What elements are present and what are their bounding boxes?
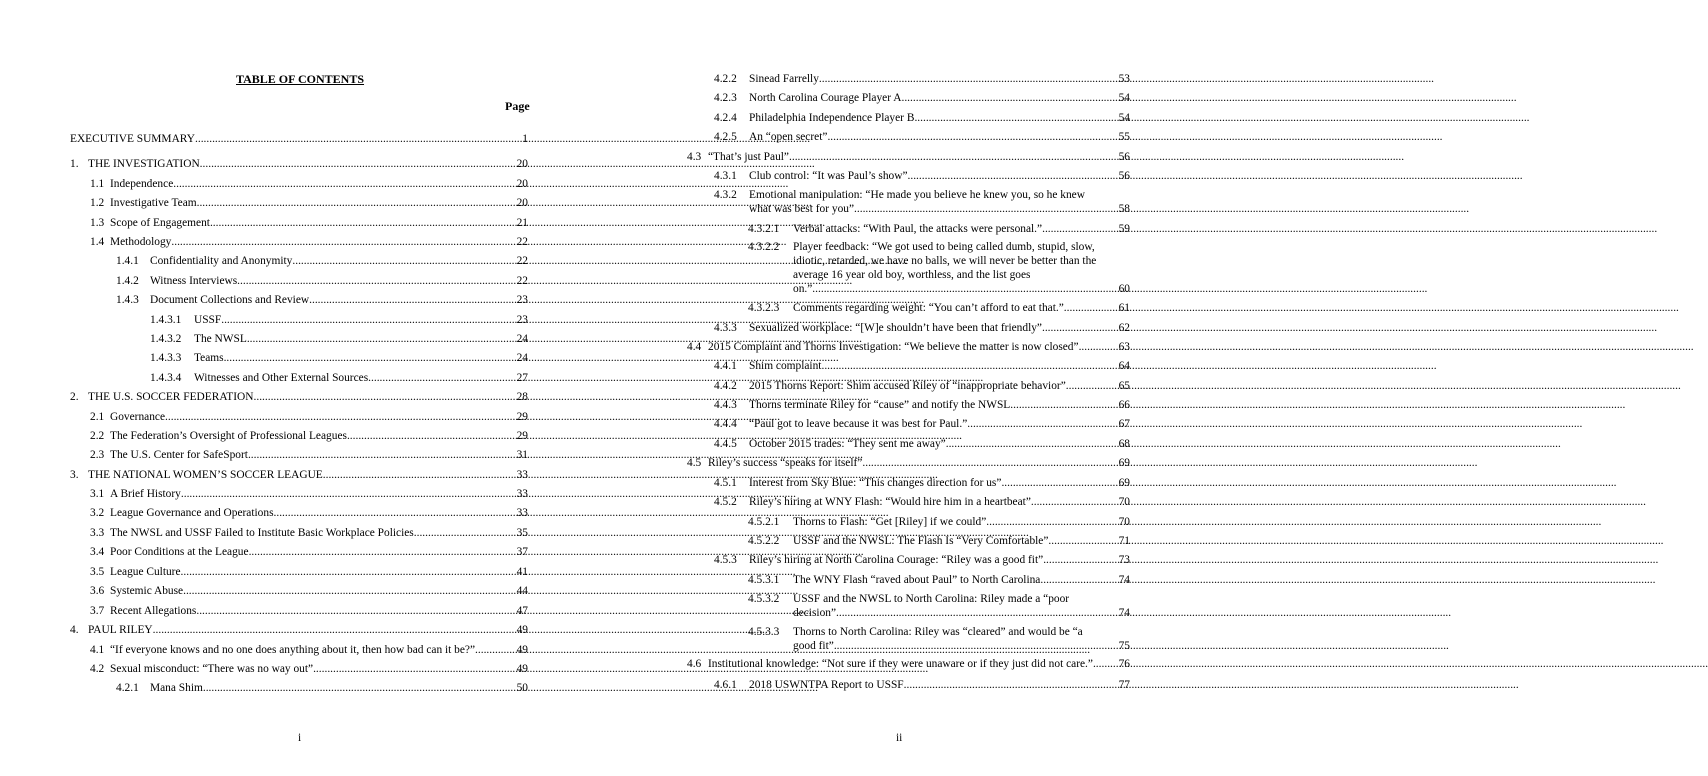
toc-entry xyxy=(748,222,1130,236)
toc-entry xyxy=(90,196,528,210)
dot-leader xyxy=(248,448,517,462)
dot-leader xyxy=(347,429,517,443)
toc-entry-number: 1.4.2 xyxy=(116,275,139,287)
toc-entry-title: THE NATIONAL WOMEN’S SOCCER LEAGUE xyxy=(88,469,323,481)
toc-entry-number: 1.4.3.2 xyxy=(150,333,182,345)
toc-entry-number: 4.5.3.2 xyxy=(748,593,780,605)
toc-entry xyxy=(714,72,1130,86)
dot-leader xyxy=(210,216,517,230)
toc-entry-page: 54 xyxy=(1118,112,1130,124)
toc-entry xyxy=(714,188,1130,216)
dot-leader xyxy=(181,487,517,501)
toc-entry-number: 4.4.2 xyxy=(714,380,737,392)
toc-entry-number: 3.6 xyxy=(90,585,105,597)
toc-entry-number: 3.4 xyxy=(90,546,105,558)
toc-entry xyxy=(90,565,528,579)
toc-entry-title: An “open secret” xyxy=(749,131,828,143)
toc-entry-number: 4.2.5 xyxy=(714,131,737,143)
toc-entry-page: 55 xyxy=(1118,131,1130,143)
dot-leader xyxy=(183,584,517,598)
dot-leader xyxy=(1093,657,1119,671)
toc-entry-page: 24 xyxy=(516,333,528,345)
toc-entry xyxy=(714,359,1130,373)
toc-entry xyxy=(748,515,1130,529)
toc-entry-number: 2.2 xyxy=(90,430,105,442)
toc-entry-page: 28 xyxy=(516,391,528,403)
toc-entry-number: 1.2 xyxy=(90,197,105,209)
toc-entry-page: 27 xyxy=(516,372,528,384)
toc-entry xyxy=(70,623,528,637)
toc-entry xyxy=(714,398,1130,412)
toc-entry-page: 35 xyxy=(516,527,528,539)
toc-entry-number: 1.1 xyxy=(90,178,105,190)
toc-entry-page: 62 xyxy=(1118,322,1130,334)
toc-entry xyxy=(714,321,1130,335)
toc-entry-number: 4.5.2 xyxy=(714,496,737,508)
dot-leader xyxy=(153,623,517,637)
dot-leader xyxy=(986,515,1118,529)
dot-leader xyxy=(1010,398,1118,412)
page-number-footer: ii xyxy=(896,732,903,744)
toc-entry-page: 33 xyxy=(516,488,528,500)
dot-leader xyxy=(196,604,516,618)
toc-entry-page: 24 xyxy=(516,352,528,364)
toc-entry-page: 22 xyxy=(516,236,528,248)
toc-entry-page: 49 xyxy=(516,644,528,656)
dot-leader xyxy=(274,506,517,520)
dot-leader xyxy=(368,371,516,385)
dot-leader xyxy=(836,606,1119,620)
dot-leader xyxy=(247,332,517,346)
toc-entry-title: Witnesses and Other External Sources xyxy=(194,372,369,384)
dot-leader xyxy=(181,565,517,579)
toc-entry-title: Governance xyxy=(110,411,166,423)
toc-title: TABLE OF CONTENTS xyxy=(236,72,365,86)
toc-entry-page: 69 xyxy=(1118,477,1130,489)
toc-entry-title: League Governance and Operations xyxy=(110,507,274,519)
dot-leader xyxy=(821,359,1118,373)
toc-entry xyxy=(70,132,528,146)
toc-entry-number: 1.3 xyxy=(90,217,105,229)
toc-entry-page: 23 xyxy=(516,294,528,306)
toc-entry-title: what was best for you” xyxy=(749,203,855,215)
toc-entry-title: Sexualized workplace: “[W]e shouldn’t have been that friendly” xyxy=(749,322,1042,334)
dot-leader xyxy=(171,235,516,249)
toc-entry-number: 4.6.1 xyxy=(714,679,737,691)
toc-entry-title: Teams xyxy=(194,352,224,364)
dot-leader xyxy=(165,410,517,424)
toc-entry-page: 56 xyxy=(1118,151,1130,163)
toc-entry-page: 73 xyxy=(1118,554,1130,566)
toc-entry-title: Verbal attacks: “With Paul, the attacks were personal.” xyxy=(793,223,1043,235)
toc-entry-number: 3.3 xyxy=(90,527,105,539)
toc-entry-title: October 2015 trades: “They sent me away” xyxy=(749,438,946,450)
dot-leader xyxy=(1042,321,1119,335)
toc-entry xyxy=(748,592,1130,620)
toc-entry-page: 47 xyxy=(516,605,528,617)
toc-entry xyxy=(687,150,1130,164)
dot-leader xyxy=(819,72,1119,86)
toc-entry xyxy=(90,177,528,191)
toc-entry xyxy=(714,379,1130,393)
toc-entry-page: 63 xyxy=(1118,341,1130,353)
dot-leader xyxy=(914,111,1118,125)
toc-entry xyxy=(687,657,1130,671)
dot-leader xyxy=(195,132,522,146)
dot-leader xyxy=(249,545,517,559)
dot-leader xyxy=(789,150,1119,164)
left-page xyxy=(0,0,600,776)
dot-leader xyxy=(834,639,1119,653)
toc-entry xyxy=(748,240,1130,296)
dot-leader xyxy=(854,202,1119,216)
toc-entry xyxy=(90,545,528,559)
toc-entry-page: 20 xyxy=(516,178,528,190)
toc-entry-number: 4.3 xyxy=(687,151,702,163)
dot-leader xyxy=(1043,553,1118,567)
dot-leader xyxy=(1048,534,1118,548)
toc-entry-title: Poor Conditions at the League xyxy=(110,546,249,558)
toc-entry-title: Document Collections and Review xyxy=(150,294,310,306)
toc-entry-title: Thorns terminate Riley for “cause” and notify the NWSL xyxy=(749,399,1011,411)
toc-entry xyxy=(150,313,528,327)
toc-entry-number: 4.5.1 xyxy=(714,477,737,489)
toc-entry xyxy=(748,573,1130,587)
toc-entry-title: “Paul got to leave because it was best for Paul.” xyxy=(749,418,968,430)
toc-entry-title: Systemic Abuse xyxy=(110,585,184,597)
toc-entry xyxy=(714,417,1130,431)
toc-entry-title: Scope of Engagement xyxy=(110,217,210,229)
toc-entry-page: 41 xyxy=(516,566,528,578)
toc-entry-page: 74 xyxy=(1118,607,1130,619)
toc-entry-title: Sinead Farrelly xyxy=(749,73,819,85)
toc-entry-title: THE U.S. SOCCER FEDERATION xyxy=(88,391,254,403)
toc-entry-page: 53 xyxy=(1118,73,1130,85)
toc-entry xyxy=(150,332,528,346)
toc-entry-number: 4.4.1 xyxy=(714,360,737,372)
toc-entry-number: 4.5 xyxy=(687,457,702,469)
toc-entry xyxy=(748,625,1130,653)
toc-entry-number: 3.7 xyxy=(90,605,105,617)
toc-entry-number: 4.4 xyxy=(687,341,702,353)
dot-leader xyxy=(292,254,516,268)
dot-leader xyxy=(475,643,517,657)
dot-leader xyxy=(946,437,1119,451)
toc-entry-title: Thorns to Flash: “Get [Riley] if we could” xyxy=(793,516,987,528)
toc-entry-number: 4.2.2 xyxy=(714,73,737,85)
toc-entry-page: 29 xyxy=(516,411,528,423)
toc-entry-title: Witness Interviews xyxy=(150,275,238,287)
dot-leader xyxy=(221,313,516,327)
toc-entry-number: 4.3.1 xyxy=(714,170,737,182)
toc-entry-title: on.” xyxy=(793,283,813,295)
toc-entry-title: North Carolina Courage Player A xyxy=(749,92,902,104)
dot-leader xyxy=(1079,340,1119,354)
toc-entry-title: Riley’s hiring at WNY Flash: “Would hire him in a heartbeat” xyxy=(749,496,1031,508)
toc-entry xyxy=(90,584,528,598)
toc-entry-number: 4.5.3.1 xyxy=(748,574,780,586)
dot-leader xyxy=(908,169,1119,183)
toc-entry-title: Independence xyxy=(110,178,174,190)
toc-entry xyxy=(116,274,528,288)
toc-entry-number: 4.5.3 xyxy=(714,554,737,566)
toc-entry-title: EXECUTIVE SUMMARY xyxy=(70,133,195,145)
toc-entry-number: 4.6 xyxy=(687,658,702,670)
toc-entry-page: 33 xyxy=(516,507,528,519)
right-page xyxy=(600,0,1200,776)
dot-leader xyxy=(237,274,516,288)
toc-entry-number: 1.4.3.3 xyxy=(150,352,182,364)
toc-entry-page: 20 xyxy=(516,197,528,209)
toc-entry-title: Sexual misconduct: “There was no way out” xyxy=(110,663,314,675)
toc-entry-number: 1.4.3 xyxy=(116,294,139,306)
toc-entry-page: 49 xyxy=(516,663,528,675)
toc-entry xyxy=(714,495,1130,509)
toc-entry-title: 2015 Thorns Report: Shim accused Riley of “inappropriate behavior” xyxy=(749,380,1066,392)
dot-leader xyxy=(224,351,517,365)
toc-entry-number: 4.3.2 xyxy=(714,189,737,201)
toc-entry xyxy=(687,340,1130,354)
toc-entry-page: 56 xyxy=(1118,170,1130,182)
toc-entry-title: The WNY Flash “raved about Paul” to North Carolina xyxy=(793,574,1041,586)
toc-entry-title: Comments regarding weight: “You can’t afford to eat that.” xyxy=(793,302,1064,314)
toc-entry-page: 58 xyxy=(1118,203,1130,215)
toc-entry xyxy=(714,130,1130,144)
toc-entry-page: 29 xyxy=(516,430,528,442)
toc-entry-page: 64 xyxy=(1118,360,1130,372)
toc-entry xyxy=(90,506,528,520)
dot-leader xyxy=(203,681,517,695)
toc-entry-page: 54 xyxy=(1118,92,1130,104)
toc-entry-number: 2.3 xyxy=(90,449,105,461)
toc-entry-page: 74 xyxy=(1118,574,1130,586)
dot-leader xyxy=(173,177,516,191)
toc-entry-title: The NWSL and USSF Failed to Institute Basic Workplace Policies xyxy=(110,527,414,539)
toc-entry-page: 65 xyxy=(1118,380,1130,392)
toc-entry-title: The U.S. Center for SafeSport xyxy=(110,449,248,461)
toc-entry-title: good fit” xyxy=(793,640,834,652)
dot-leader xyxy=(414,526,517,540)
toc-entry-number: 4.1 xyxy=(90,644,105,656)
toc-entry xyxy=(116,293,528,307)
toc-entry-title-wrapped: Emotional manipulation: “He made you believe he knew you, so he knew xyxy=(749,189,1085,201)
toc-entry-title-wrapped: Thorns to North Carolina: Riley was “cleared” and would be “a xyxy=(793,626,1083,638)
toc-entry-number: 4.5.3.3 xyxy=(748,626,780,638)
toc-entry-page: 33 xyxy=(516,469,528,481)
toc-entry-number: 4.4.5 xyxy=(714,438,737,450)
page-number-footer: i xyxy=(298,732,302,744)
toc-entry-number: 1.4.3.1 xyxy=(150,314,182,326)
toc-entry-number: 4.3.3 xyxy=(714,322,737,334)
toc-entry-page: 66 xyxy=(1118,399,1130,411)
toc-entry-number: 4.5.2.1 xyxy=(748,516,780,528)
toc-entry xyxy=(714,476,1130,490)
toc-entry xyxy=(90,429,528,443)
page-column-label: Page xyxy=(505,99,530,113)
dot-leader xyxy=(967,417,1118,431)
toc-entry-page: 67 xyxy=(1118,418,1130,430)
toc-entry-number: 4.3.2.3 xyxy=(748,302,780,314)
dot-leader xyxy=(812,282,1118,296)
toc-entry-title: Confidentiality and Anonymity xyxy=(150,255,293,267)
toc-entry xyxy=(714,111,1130,125)
toc-entry xyxy=(70,157,528,171)
toc-entry-title: “If everyone knows and no one does anything about it, then how bad can it be?” xyxy=(110,644,476,656)
toc-entry xyxy=(714,437,1130,451)
toc-entry-title: 2018 USWNTPA Report to USSF xyxy=(749,679,904,691)
toc-entry-number: 4.3.2.1 xyxy=(748,223,780,235)
toc-entry-number: 4.4.4 xyxy=(714,418,737,430)
toc-entry-number: 4.2.4 xyxy=(714,112,737,124)
toc-entry xyxy=(90,662,528,676)
toc-entry-number: 2.1 xyxy=(90,411,105,423)
dot-leader xyxy=(1031,495,1119,509)
toc-entry-page: 59 xyxy=(1118,223,1130,235)
toc-entry xyxy=(116,681,528,695)
toc-entry-page: 31 xyxy=(516,449,528,461)
toc-entry-page: 50 xyxy=(516,682,528,694)
toc-entry-page: 69 xyxy=(1118,457,1130,469)
dot-leader xyxy=(197,196,517,210)
toc-entry xyxy=(714,169,1130,183)
toc-entry-title: PAUL RILEY xyxy=(88,624,153,636)
dot-leader xyxy=(323,468,517,482)
toc-entry xyxy=(116,254,528,268)
toc-entry xyxy=(90,526,528,540)
toc-entry-number: 4.4.3 xyxy=(714,399,737,411)
toc-entry-page: 61 xyxy=(1118,302,1130,314)
toc-entry-page: 37 xyxy=(516,546,528,558)
dot-leader xyxy=(904,678,1119,692)
toc-entry-number: 3.1 xyxy=(90,488,105,500)
toc-entry-title: Investigative Team xyxy=(110,197,197,209)
toc-entry-title: Riley’s hiring at North Carolina Courage: “Riley was a good fit” xyxy=(749,554,1044,566)
dot-leader xyxy=(313,662,517,676)
toc-entry-number: 3.5 xyxy=(90,566,105,578)
toc-entry-page: 77 xyxy=(1118,679,1130,691)
toc-entry-title: Institutional knowledge: “Not sure if they were unaware or if they just did not care.” xyxy=(708,658,1093,670)
toc-entry-title: Methodology xyxy=(110,236,172,248)
toc-entry-title: Club control: “It was Paul’s show” xyxy=(749,170,908,182)
toc-entry-page: 71 xyxy=(1118,535,1130,547)
toc-entry-title: Shim complaint xyxy=(749,360,822,372)
toc-entry xyxy=(714,678,1130,692)
toc-entry-title: A Brief History xyxy=(110,488,181,500)
toc-entry-page: 75 xyxy=(1118,640,1130,652)
toc-entry xyxy=(90,643,528,657)
toc-entry xyxy=(90,235,528,249)
toc-entry-number: 4.2.3 xyxy=(714,92,737,104)
toc-entry xyxy=(90,410,528,424)
toc-entry-number: 1.4.1 xyxy=(116,255,139,267)
toc-entry xyxy=(714,91,1130,105)
toc-entry-title: Mana Shim xyxy=(150,682,203,694)
toc-entry-number: 4.5.2.2 xyxy=(748,535,780,547)
dot-leader xyxy=(1040,573,1118,587)
toc-entry-title-wrapped: USSF and the NWSL to North Carolina: Riley made a “poor xyxy=(793,593,1070,605)
toc-entry-page: 20 xyxy=(516,158,528,170)
dot-leader xyxy=(1066,379,1119,393)
toc-entry xyxy=(70,390,528,404)
toc-entry-page: 23 xyxy=(516,314,528,326)
toc-entry xyxy=(90,448,528,462)
toc-entry-number: 3.2 xyxy=(90,507,105,519)
toc-entry-number: 4.3.2.2 xyxy=(748,241,780,253)
toc-entry xyxy=(748,301,1130,315)
toc-entry xyxy=(90,604,528,618)
toc-entry-title: Riley’s success “speaks for itself” xyxy=(708,457,863,469)
toc-entry-page: 68 xyxy=(1118,438,1130,450)
toc-entry xyxy=(687,456,1130,470)
toc-entry-number: 1.4 xyxy=(90,236,105,248)
toc-entry-title: The Federation’s Oversight of Professional Leagues xyxy=(110,430,347,442)
toc-entry-title: “That’s just Paul” xyxy=(708,151,789,163)
toc-entry-title: 2015 Complaint and Thorns Investigation: “We believe the matter is now closed” xyxy=(708,341,1079,353)
toc-entry-number: 1. xyxy=(70,158,79,170)
toc-entry-title: USSF and the NWSL: The Flash Is “Very Comfortable” xyxy=(793,535,1049,547)
toc-entry xyxy=(90,487,528,501)
toc-entry-title-wrapped: Player feedback: “We got used to being called dumb, stupid, slow, idiotic, retarded, we have no balls, we will never be better than the average 16 year old boy, worthless, and the list goes xyxy=(793,241,1097,281)
toc-entry-page: 44 xyxy=(516,585,528,597)
toc-entry-page: 22 xyxy=(516,275,528,287)
toc-entry-number: 4.2 xyxy=(90,663,105,675)
dot-leader xyxy=(1001,476,1118,490)
toc-entry xyxy=(70,468,528,482)
toc-entry-number: 1.4.3.4 xyxy=(150,372,182,384)
toc-entry xyxy=(90,216,528,230)
dot-leader xyxy=(1042,222,1119,236)
toc-entry-page: 60 xyxy=(1118,283,1130,295)
toc-entry-title: decision” xyxy=(793,607,837,619)
dot-leader xyxy=(827,130,1118,144)
dot-leader xyxy=(901,91,1118,105)
dot-leader xyxy=(200,157,517,171)
toc-entry-title: The NWSL xyxy=(194,333,247,345)
toc-entry xyxy=(714,553,1130,567)
toc-entry-page: 70 xyxy=(1118,516,1130,528)
toc-entry-page: 49 xyxy=(516,624,528,636)
toc-entry-title: Philadelphia Independence Player B xyxy=(749,112,915,124)
dot-leader xyxy=(309,293,516,307)
toc-entry-title: League Culture xyxy=(110,566,181,578)
toc-entry-title: Interest from Sky Blue: “This changes direction for us” xyxy=(749,477,1002,489)
toc-entry-page: 21 xyxy=(516,217,528,229)
toc-entry-page: 22 xyxy=(516,255,528,267)
toc-entry-number: 4.2.1 xyxy=(116,682,139,694)
dot-leader xyxy=(862,456,1118,470)
toc-entry xyxy=(150,351,528,365)
toc-entry-number: 4. xyxy=(70,624,79,636)
toc-entry-number: 3. xyxy=(70,469,79,481)
toc-entry-page: 70 xyxy=(1118,496,1130,508)
toc-entry xyxy=(150,371,528,385)
dot-leader xyxy=(254,390,517,404)
toc-entry-number: 2. xyxy=(70,391,79,403)
dot-leader xyxy=(1064,301,1119,315)
toc-entry xyxy=(748,534,1130,548)
toc-entry-title: Recent Allegations xyxy=(110,605,197,617)
toc-entry-title: USSF xyxy=(194,314,222,326)
toc-entry-title: THE INVESTIGATION xyxy=(88,158,200,170)
toc-entry-page: 76 xyxy=(1118,658,1130,670)
toc-entry-page: 1 xyxy=(522,133,528,145)
